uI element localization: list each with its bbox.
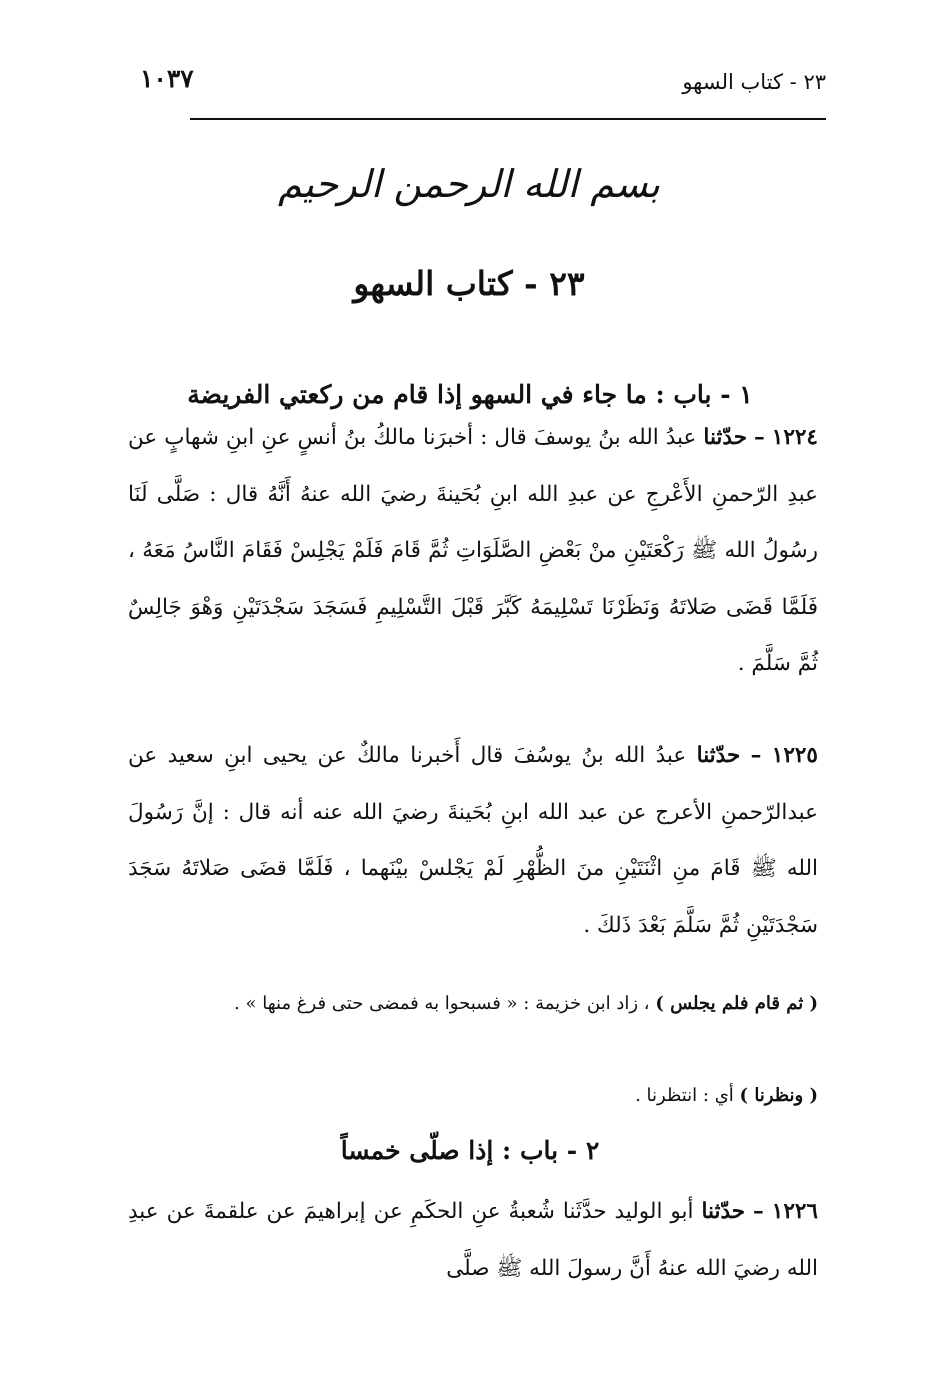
hadith-text: عبدُ الله بنُ يوسفَ قال : أخبرَنا مالكُ بنُ أنسٍ عنِ ابنِ شهابٍ عن عبدِ الرّحمنِ الأَعْرجِ عن عبدِ الله ابنِ بُحَينةَ رضيَ الله عنهُ أَنَّهُ قال : صَلَّى لَنَا رسُولُ الله ﷺ رَكْعَتَيْنِ منْ بَعْضِ الصَّلَوَاتِ ثُمَّ قَامَ فَلَمْ يَجْلِسْ فَقَامَ النَّاسُ مَعَهُ ، فَلَمَّا قَضَى صَلاتَهُ وَنَظَرْنَا تَسْلِيمَهُ كَبَّرَ قَبْلَ التَّسْلِيمِ فَسَجَدَ سَجْدَتَيْنِ وَهْوَ جَالِسٌ ثُمَّ سَلَّمَ . — [128, 425, 818, 676]
hadith-number: ١٢٢٦ — [771, 1199, 818, 1224]
hadith-number: ١٢٢٤ — [771, 425, 818, 450]
book-title: ٢٣ - كتاب السهو — [353, 264, 585, 303]
chapter-heading-2: ٢ - باب : إذا صلّى خمساً — [340, 1136, 600, 1165]
hadith-lead: حدّثنا — [696, 743, 741, 768]
hadith-1226 — [128, 1184, 818, 1297]
hadith-1225 — [128, 728, 818, 954]
hadith-dash: – — [754, 425, 765, 450]
hadith-number: ١٢٢٥ — [771, 743, 818, 768]
note-term: ( ثم قام فلم يجلس ) — [655, 993, 818, 1014]
running-header — [140, 58, 826, 110]
hadith-dash: – — [753, 1199, 764, 1224]
hadith-dash: – — [750, 743, 762, 768]
page-number: ١٠٣٧ — [140, 64, 194, 93]
chapter-heading-1: ١ - باب : ما جاء في السهو إذا قام من ركعتي الفريضة — [187, 380, 753, 409]
hadith-text: عبدُ الله بنُ يوسُفَ قال أَخبرنا مالكٌ عن يحيى ابنِ سعيد عن عبدالرّحمنِ الأعرج عن عبد الله ابنِ بُحَينةَ رضيَ الله عنه أنه قال : إنَّ رَسُولَ الله ﷺ قَامَ منِ اثْنَتَيْنِ منَ الظُّهْرِ لَمْ يَجْلسْ بيْنَهما ، فَلَمَّا قضَى صَلاتَهُ سَجَدَ سَجْدَتَيْنِ ثُمَّ سَلَّمَ بَعْدَ ذَلكَ . — [128, 743, 818, 938]
hadith-text: أبو الوليد حدَّثَنا شُعبةُ عنِ الحكَمِ عن إبراهيمَ عن علقمةَ عن عبدِ الله رضيَ الله عنهُ أَنَّ رسولَ الله ﷺ صلَّى — [128, 1199, 818, 1281]
commentary-note-1 — [128, 984, 818, 1024]
commentary-note-2 — [128, 1076, 818, 1116]
basmala-calligraphy: بسم الله الرحمن الرحيم — [278, 162, 660, 206]
hadith-1224 — [128, 410, 818, 693]
running-chapter-title: ٢٣ - كتاب السهو — [682, 70, 826, 94]
note-term: ( ونظرنا ) — [739, 1085, 818, 1106]
header-rule — [190, 118, 826, 120]
hadith-lead: حدّثنا — [703, 425, 747, 450]
note-text: ، زاد ابن خزيمة : « فسبحوا به فمضى حتى فرغ منها » . — [234, 993, 650, 1014]
note-text: أي : انتظرنا . — [635, 1085, 734, 1106]
hadith-lead: حدّثنا — [701, 1199, 746, 1224]
